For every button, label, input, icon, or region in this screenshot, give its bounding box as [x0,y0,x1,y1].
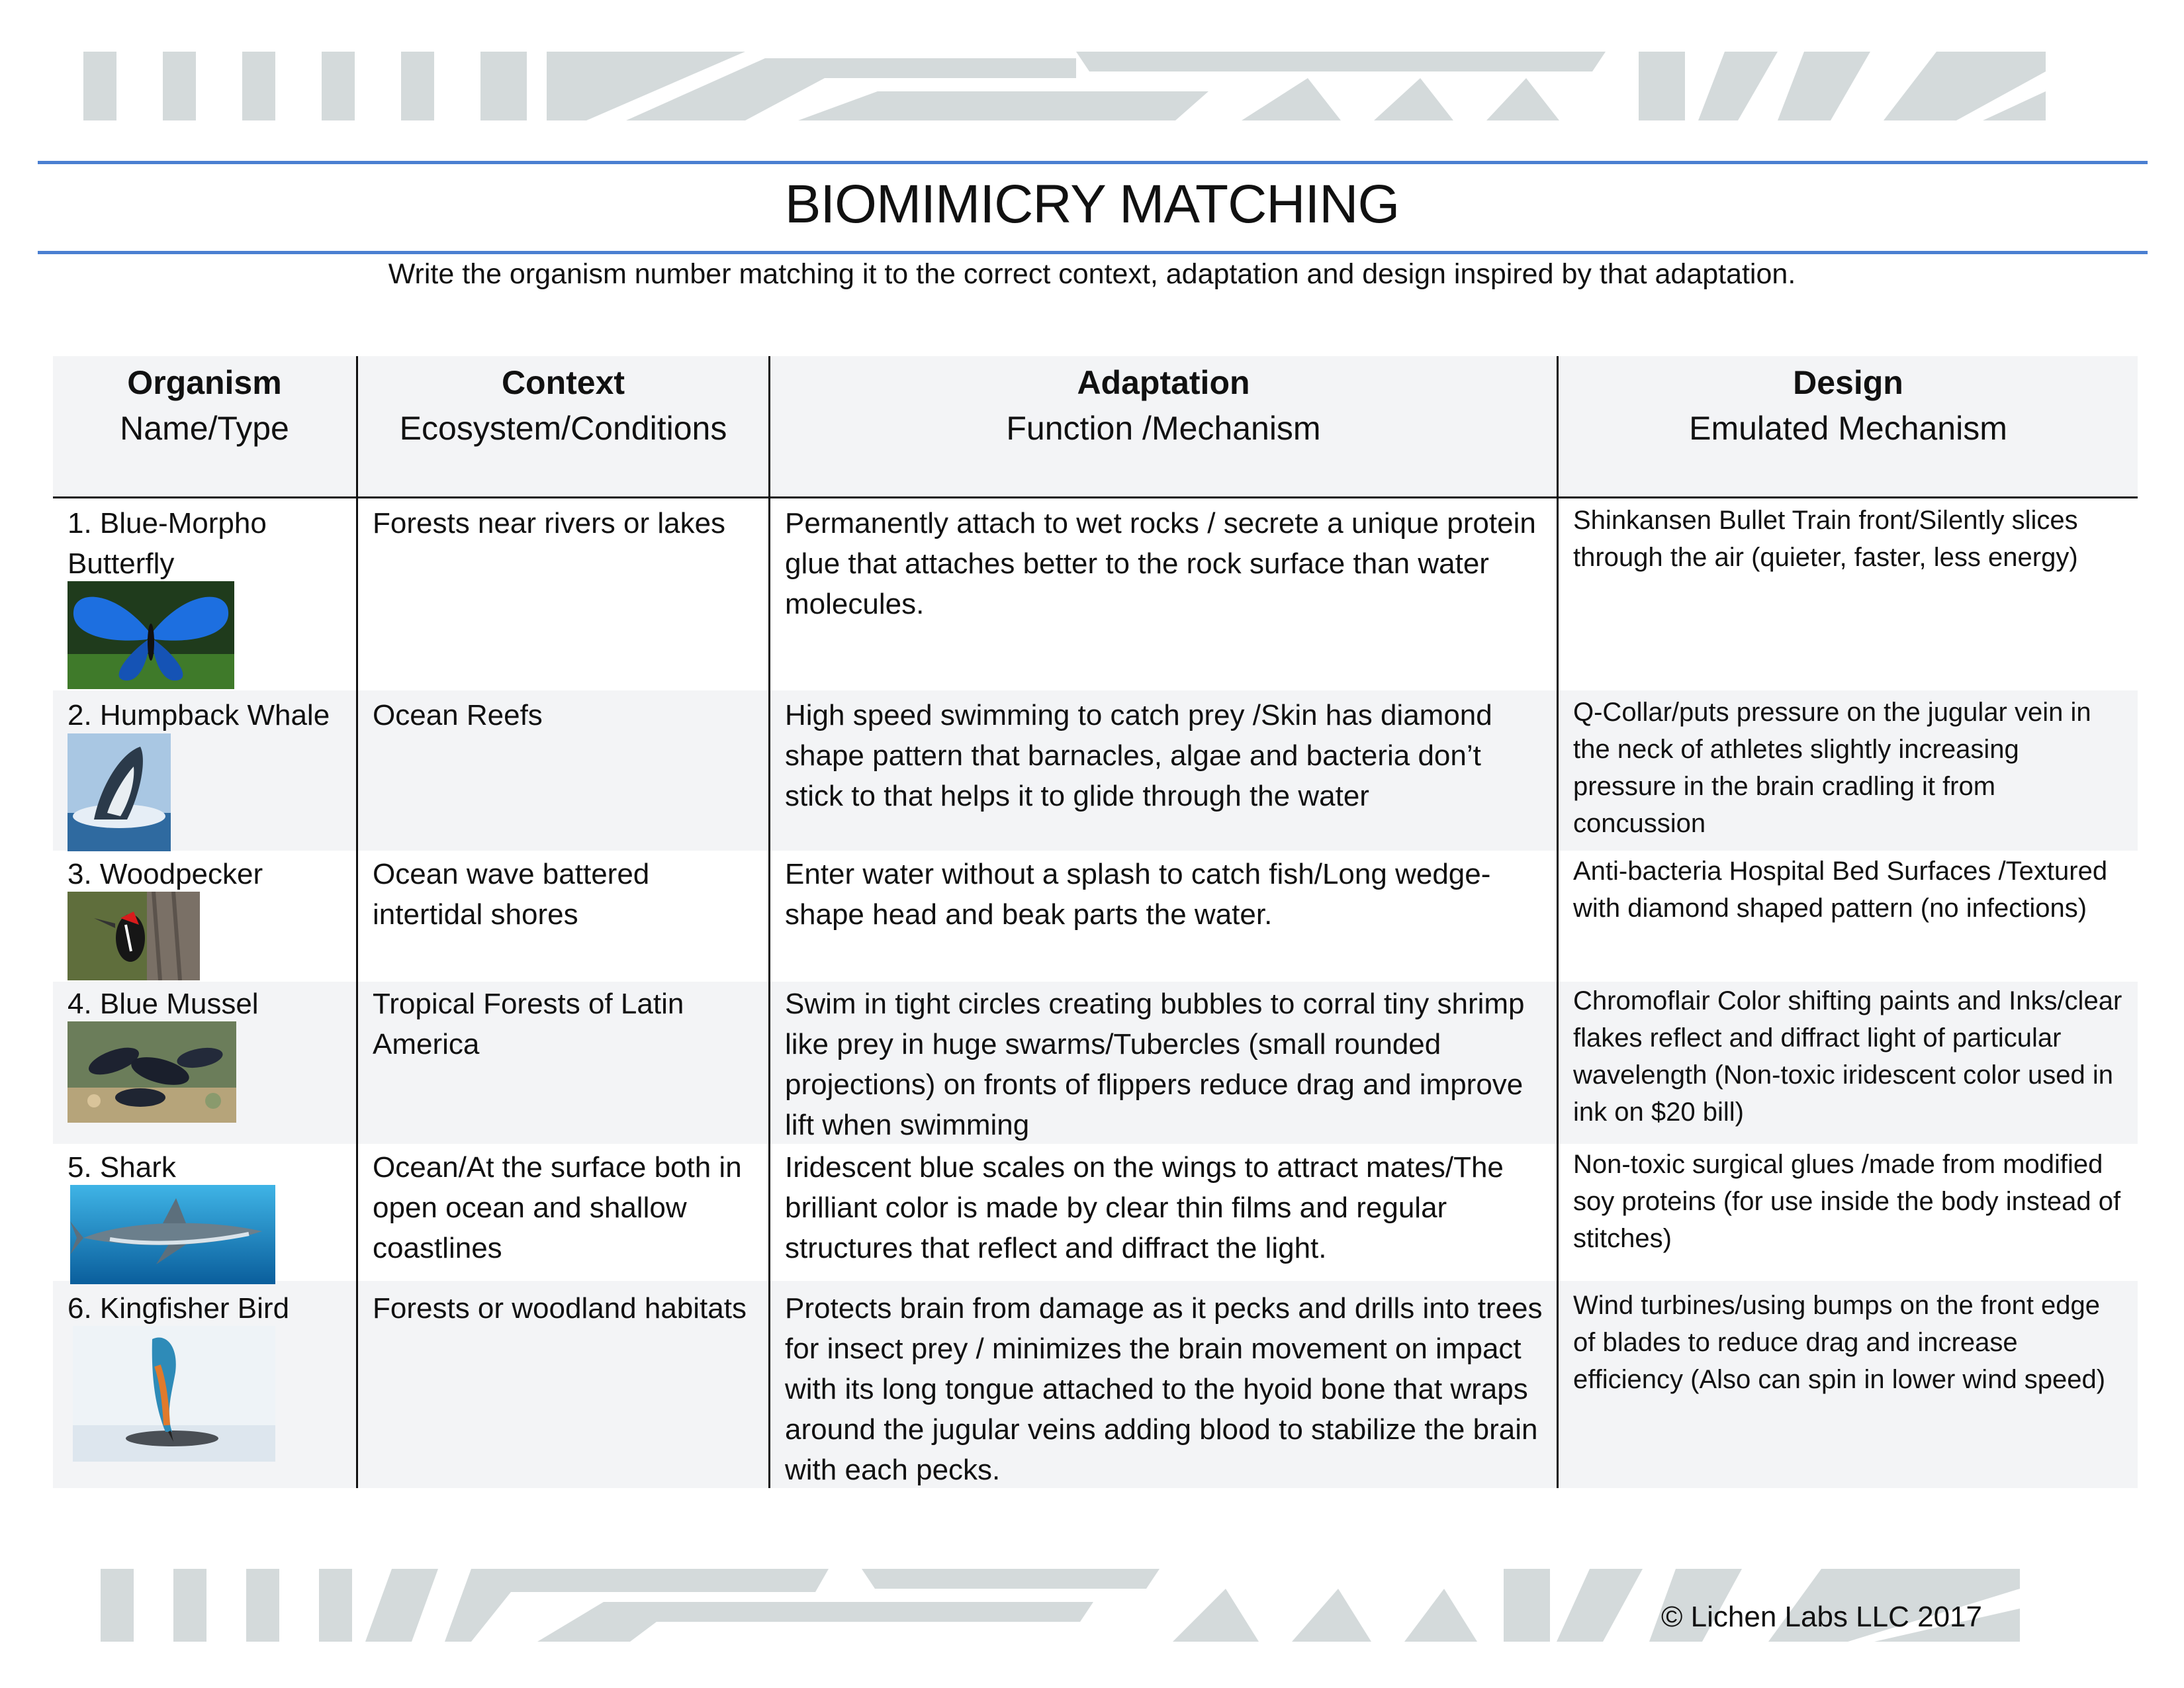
blue-mussel-image [68,1021,236,1123]
woodpecker-image [68,892,200,980]
header-design [1559,356,2138,496]
context-cell: Forests or woodland habitats [373,1292,747,1325]
header-adaptation [770,356,1557,496]
title-blue-rule [38,251,2148,254]
header-context [358,356,768,496]
adaptation-cell: Protects brain from damage as it pecks and drills into trees for insect prey / minimizes the brain movement on impact with its long tongue attached to the hyoid bone that wraps around the jugular veins adding blood to stabilize the brain with each pecks. [785,1292,1543,1486]
column-divider [356,356,358,1488]
context-cell: Ocean wave battered intertidal shores [373,858,650,931]
header-sub: Emulated Mechanism [1689,410,2007,447]
header-bold: Adaptation [1077,364,1250,401]
design-cell: Non-toxic surgical glues /made from modified soy proteins (for use inside the body instead of stitches) [1573,1150,2121,1253]
organism-name: 3. Woodpecker [68,858,263,890]
organism-name: 1. Blue-Morpho Butterfly [68,507,267,580]
column-divider [768,356,770,1488]
design-cell: Anti-bacteria Hospital Bed Surfaces /Textured with diamond shaped pattern (no infections) [1573,857,2108,923]
header-bold: Organism [127,364,282,401]
decorative-stripe-pattern-top [83,52,2046,120]
organism-name: 4. Blue Mussel [68,988,259,1020]
header-sub: Ecosystem/Conditions [399,410,727,447]
design-cell: Shinkansen Bullet Train front/Silently slices through the air (quieter, faster, less energy) [1573,506,2078,572]
header-organism [53,356,356,496]
shark-image [70,1185,275,1284]
adaptation-cell: Iridescent blue scales on the wings to attract mates/The brilliant color is made by clear thin films and regular structures that reflect and diffract the light. [785,1151,1504,1264]
header-sub: Name/Type [120,410,289,447]
context-cell: Tropical Forests of Latin America [373,988,684,1060]
design-cell: Wind turbines/using bumps on the front edge of blades to reduce drag and increase efficiency (Also can spin in lower wind speed) [1573,1291,2106,1394]
header-divider [53,496,2138,498]
column-divider [1557,356,1559,1488]
adaptation-cell: Swim in tight circles creating bubbles to corral tiny shrimp like prey in huge swarms/Tubercles (small rounded projections) on fronts of flippers reduce drag and improve lift when swimming [785,988,1525,1141]
header-sub: Function /Mechanism [1006,410,1321,447]
matching-table [53,356,2138,1488]
header-bold: Context [501,364,625,401]
adaptation-cell: High speed swimming to catch prey /Skin has diamond shape pattern that barnacles, algae and bacteria don’t stick to that helps it to glide through the water [785,699,1492,812]
context-cell: Ocean/At the surface both in open ocean and shallow coastlines [373,1151,742,1264]
top-blue-rule [38,161,2148,164]
adaptation-cell: Permanently attach to wet rocks / secrete a unique protein glue that attaches better to the rock surface than water molecules. [785,507,1536,620]
copyright-footer: © Lichen Labs LLC 2017 [1661,1601,1982,1633]
organism-name: 6. Kingfisher Bird [68,1292,290,1325]
header-bold: Design [1793,364,1903,401]
context-cell: Forests near rivers or lakes [373,507,726,539]
organism-name: 5. Shark [68,1151,176,1184]
adaptation-cell: Enter water without a splash to catch fish/Long wedge-shape head and beak parts the water. [785,858,1491,931]
humpback-whale-image [68,733,171,851]
page-title: BIOMIMICRY MATCHING [784,174,1400,234]
context-cell: Ocean Reefs [373,699,543,731]
organism-name: 2. Humpback Whale [68,699,330,731]
design-cell: Chromoflair Color shifting paints and Inks/clear flakes reflect and diffract light of particular wavelength (Non-toxic iridescent color used in ink on $20 bill) [1573,986,2122,1127]
instructions: Write the organism number matching it to the correct context, adaptation and design inspired by that adaptation. [388,258,1796,290]
kingfisher-bird-image [73,1326,275,1462]
blue-morpho-butterfly-image [68,581,234,689]
design-cell: Q-Collar/puts pressure on the jugular vein in the neck of athletes slightly increasing pressure in the brain cradling it from concussion [1573,698,2091,838]
